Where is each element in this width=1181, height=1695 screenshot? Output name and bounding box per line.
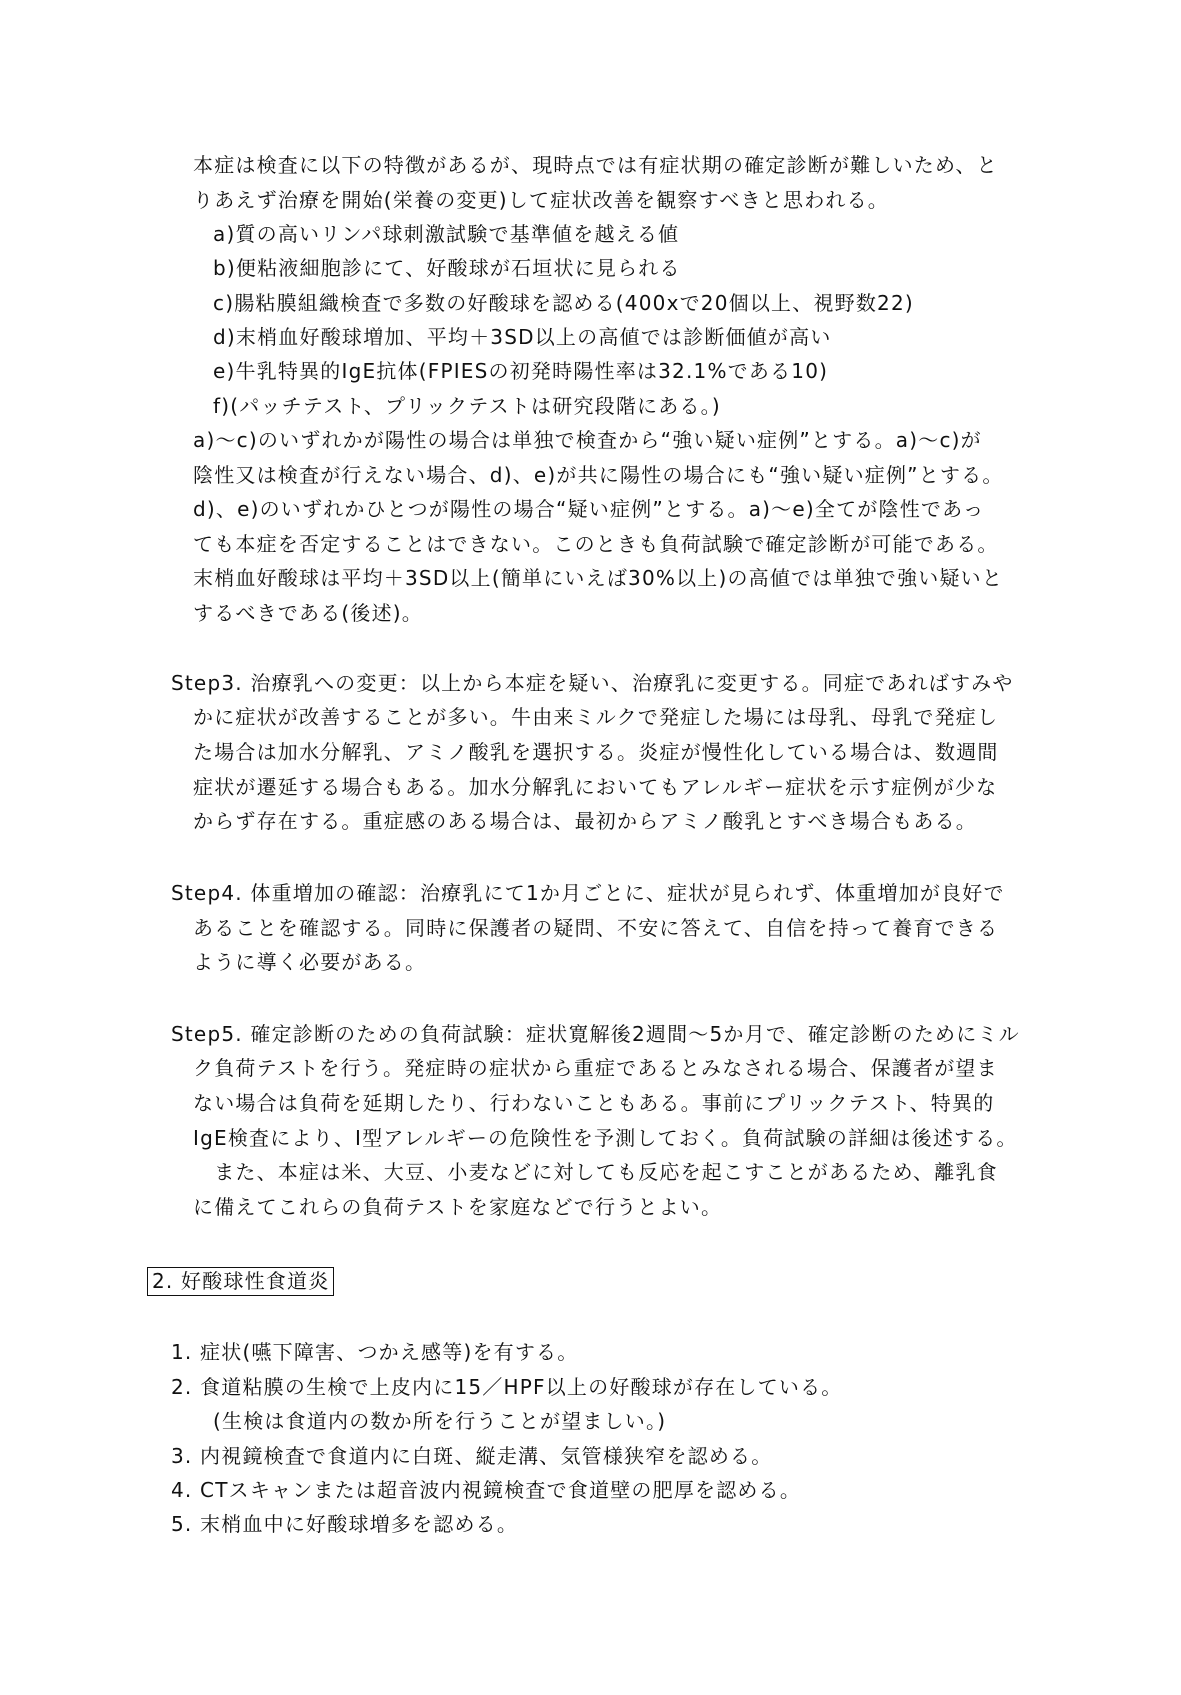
judgement-line: a)～c)のいずれかが陽性の場合は単独で検査から“強い疑い症例”とする。a)～c)が (193, 428, 982, 452)
criterion-c: c)腸粘膜組織検査で多数の好酸球を認める(400xで20個以上、視野数22) (213, 291, 914, 315)
list-item: 4. CTスキャンまたは超音波内視鏡検査で食道壁の肥厚を認める。 (171, 1478, 802, 1502)
criterion-e: e)牛乳特異的IgE抗体(FPIESの初発時陽性率は32.1%である10) (213, 359, 829, 383)
judgement-line: 陰性又は検査が行えない場合、d)、e)が共に陽性の場合にも“強い疑い症例”とする。 (193, 463, 1004, 487)
step3-line: た場合は加水分解乳、アミノ酸乳を選択する。炎症が慢性化している場合は、数週間 (193, 740, 999, 764)
step5-line: ない場合は負荷を延期したり、行わないこともある。事前にプリックテスト、特異的 (193, 1091, 995, 1115)
criterion-b: b)便粘液細胞診にて、好酸球が石垣状に見られる (213, 256, 681, 280)
step4-line: あることを確認する。同時に保護者の疑問、不安に答えて、自信を持って養育できる (193, 916, 999, 940)
step4-title-line: Step4. 体重増加の確認：治療乳にて1か月ごとに、症状が見られず、体重増加が良好で (171, 881, 1005, 905)
step5-line: ク負荷テストを行う。発症時の症状から重症であるとみなされる場合、保護者が望ま (193, 1056, 998, 1080)
step5-title-line: Step5. 確定診断のための負荷試験：症状寛解後2週間～5か月で、確定診断のためにミル (171, 1022, 1020, 1046)
step3-line: 症状が遷延する場合もある。加水分解乳においてもアレルギー症状を示す症例が少な (193, 775, 998, 799)
judgement-line: 末梢血好酸球は平均＋3SD以上(簡単にいえば30%以上)の高値では単独で強い疑いと (193, 566, 1004, 590)
criterion-a: a)質の高いリンパ球刺激試験で基準値を越える値 (213, 222, 680, 246)
list-item: 1. 症状(嚥下障害、つかえ感等)を有する。 (171, 1340, 579, 1364)
list-item-note: (生検は食道内の数か所を行うことが望ましい。) (213, 1409, 667, 1433)
list-item: 5. 末梢血中に好酸球増多を認める。 (171, 1512, 519, 1536)
step5-line: に備えてこれらの負荷テストを家庭などで行うとよい。 (193, 1195, 723, 1219)
step3-line: かに症状が改善することが多い。牛由来ミルクで発症した場には母乳、母乳で発症し (193, 705, 999, 729)
judgement-line: するべきである(後述)。 (193, 601, 424, 625)
intro-line: 本症は検査に以下の特徴があるが、現時点では有症状期の確定診断が難しいため、と (193, 153, 998, 177)
step3-title-line: Step3. 治療乳への変更：以上から本症を疑い、治療乳に変更する。同症であればすみや (171, 671, 1014, 695)
criterion-d: d)末梢血好酸球増加、平均＋3SD以上の高値では診断価値が高い (213, 325, 832, 349)
step3-line: からず存在する。重症感のある場合は、最初からアミノ酸乳とすべき場合もある。 (193, 809, 977, 833)
section-heading: 2. 好酸球性食道炎 (152, 1269, 330, 1293)
list-item: 3. 内視鏡検査で食道内に白斑、縦走溝、気管様狭窄を認める。 (171, 1444, 773, 1468)
step4-line: ように導く必要がある。 (193, 950, 427, 974)
step5-line: IgE検査により、I型アレルギーの危険性を予測しておく。負荷試験の詳細は後述する。 (193, 1126, 1018, 1150)
step5-line: また、本症は米、大豆、小麦などに対しても反応を起こすことがあるため、離乳食 (193, 1160, 998, 1184)
intro-line: りあえず治療を開始(栄養の変更)して症状改善を観察すべきと思われる。 (193, 188, 890, 212)
list-item: 2. 食道粘膜の生検で上皮内に15／HPF以上の好酸球が存在している。 (171, 1375, 843, 1399)
criterion-f: f)(パッチテスト、プリックテストは研究段階にある。) (213, 394, 721, 418)
judgement-line: d)、e)のいずれかひとつが陽性の場合“疑い症例”とする。a)～e)全てが陰性であっ (193, 497, 985, 521)
judgement-line: ても本症を否定することはできない。このときも負荷試験で確定診断が可能である。 (193, 532, 999, 556)
